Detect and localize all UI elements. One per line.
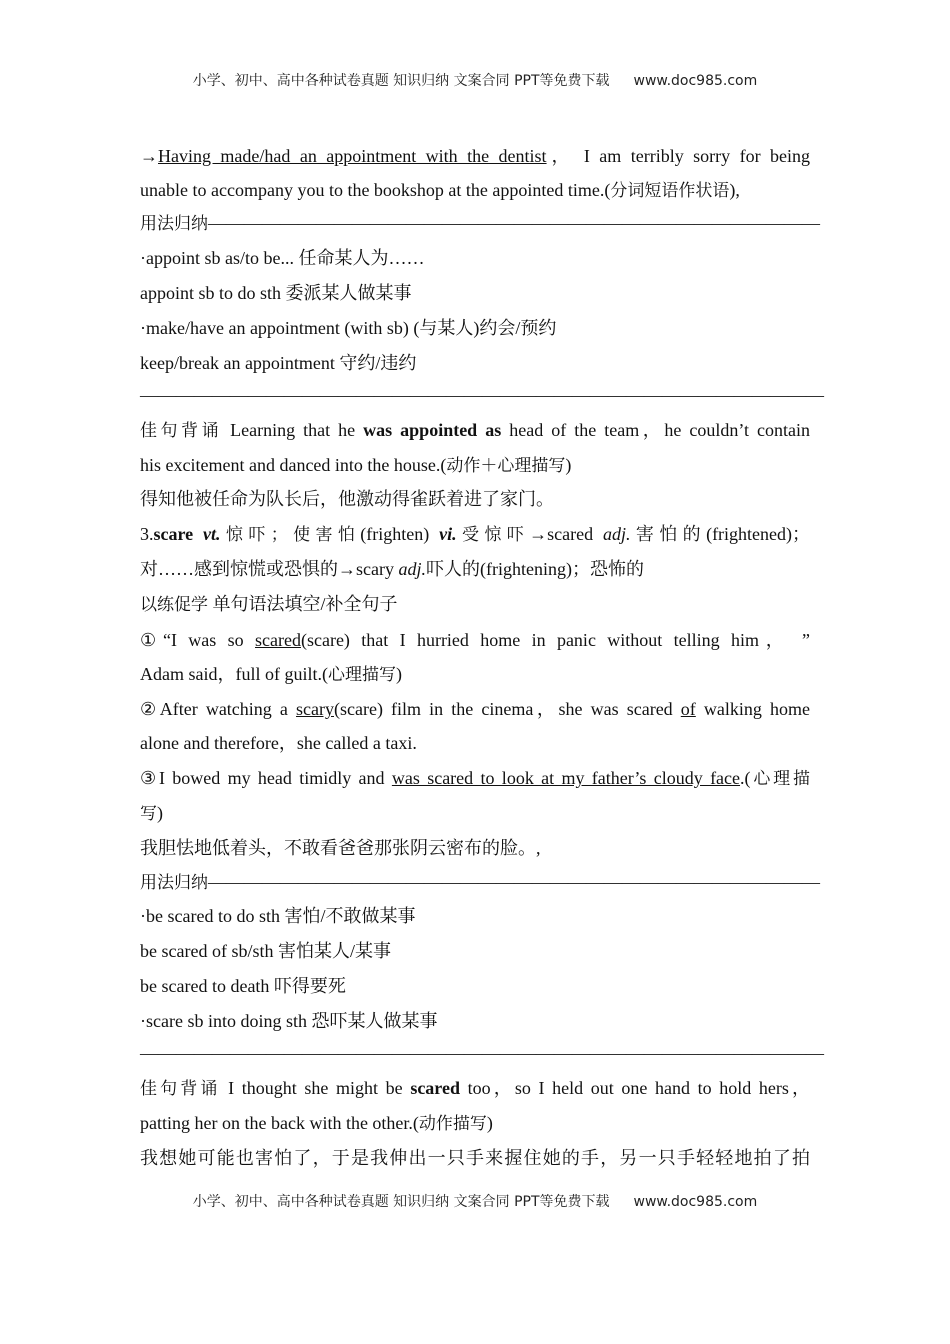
text-segment: 动作描写 [418, 1114, 487, 1134]
text-segment: ) [395, 664, 402, 684]
text-line [140, 1041, 824, 1065]
text-segment: 以练促学 [140, 595, 208, 615]
text-segment: 受惊吓 [456, 525, 530, 545]
answer-text: of [680, 699, 696, 719]
text-segment: alone and therefore，she called a taxi. [140, 733, 417, 753]
text-segment: ·make/have an appointment (with sb) (与某人)约会/预约 [140, 318, 557, 338]
text-line [140, 211, 820, 236]
text-segment: be scared of sb/sth 害怕某人/某事 [140, 941, 391, 961]
text-segment: vi. [439, 524, 457, 544]
text-segment: →scared [529, 524, 604, 544]
header-text: 小学、初中、高中各种试卷真题 知识归纳 文案合同 PPT等免费下载 [192, 73, 610, 89]
page-footer [0, 1191, 950, 1211]
text-segment: 我胆怯地低着头，不敢看爸爸那张阴云密布的脸。, [140, 838, 541, 858]
text-line [140, 487, 810, 511]
answer-text: scared [255, 630, 301, 650]
text-line [140, 1146, 810, 1170]
text-segment: 写 [140, 804, 157, 824]
text-segment: keep/break an appointment 守约/违约 [140, 353, 417, 373]
text-line [140, 178, 810, 203]
text-segment: —————————————————————————————————————— [140, 1043, 824, 1063]
text-segment: 心理描写 [327, 665, 396, 685]
text-segment: 分词短语作状语 [610, 181, 730, 201]
text-line [140, 453, 810, 478]
text-segment: (frighten) [360, 524, 440, 544]
text-segment: Adam said，full of guilt.( [140, 664, 328, 684]
text-segment: → [140, 146, 158, 166]
text-line [140, 1009, 810, 1033]
text-line [140, 246, 810, 270]
text-segment: 佳句背诵 [140, 421, 223, 441]
text-line [140, 144, 810, 168]
text-segment: 得知他被任命为队长后，他激动得雀跃着进了家门。 [140, 489, 554, 509]
text-segment: ) [157, 803, 163, 823]
answer-text: scary [296, 699, 334, 719]
text-segment: 害怕的(frightened)； [630, 524, 810, 544]
text-segment: ·be scared to do sth 害怕/不敢做某事 [140, 906, 416, 926]
text-line [140, 522, 810, 546]
text-line [140, 592, 810, 617]
text-segment: walking home [695, 699, 810, 719]
text-segment: ), [729, 180, 740, 200]
text-segment: his excitement and danced into the house.( [140, 455, 447, 475]
text-segment: patting her on the back with the other.( [140, 1113, 419, 1133]
header-url[interactable]: www.doc985.com [633, 73, 758, 89]
text-segment: 我想她可能也害怕了，于是我伸出一只手来握住她的手，另一只手轻轻地拍了拍 [140, 1148, 810, 1168]
text-line [140, 697, 810, 721]
text-line [140, 974, 810, 998]
text-line [140, 1076, 810, 1100]
text-segment: ·appoint sb as/to be... 任命某人为…… [140, 248, 425, 268]
text-segment: scare [153, 524, 204, 544]
text-line [140, 316, 810, 340]
text-segment: ③I bowed my head timidly and [140, 768, 392, 788]
text-segment: 单句语法填空/补全句子 [208, 594, 398, 614]
text-segment: 用法归纳 [140, 873, 208, 893]
text-line [140, 801, 810, 826]
text-line [140, 904, 810, 928]
text-segment: —————————————————————————————————— [208, 872, 820, 892]
text-segment: ·scare sb into doing sth 恐吓某人做某事 [140, 1011, 438, 1031]
answer-text: Having made/had an appointment with the dentist [158, 146, 547, 166]
text-segment: 3. [140, 524, 154, 544]
text-segment: was appointed as [363, 420, 502, 440]
text-segment: 佳句背诵 [140, 1079, 221, 1099]
text-line [140, 836, 810, 860]
text-segment: adj. [603, 524, 631, 544]
text-segment: head of the team，he couldn’t contain [501, 420, 810, 440]
text-segment: be scared to death 吓得要死 [140, 976, 346, 996]
answer-text: was scared to look at my father’s cloudy face [391, 768, 741, 788]
text-segment: 动作＋心理描写 [446, 456, 566, 476]
text-segment: ) [486, 1113, 493, 1133]
text-segment: 吓人的(frightening)；恐怖的 [426, 559, 644, 579]
text-segment: 心理描 [750, 769, 810, 789]
text-segment: I thought she might be [220, 1078, 411, 1098]
text-line [140, 418, 810, 442]
text-segment: —————————————————————————————————— [208, 213, 820, 233]
text-segment: ②After watching a [140, 699, 296, 719]
page-header [0, 70, 950, 90]
text-line [140, 662, 810, 687]
text-segment: 惊吓；使害怕 [220, 525, 361, 545]
text-segment: ) [565, 455, 572, 475]
text-line [140, 1111, 810, 1136]
text-line [140, 281, 810, 305]
text-line [140, 766, 810, 790]
footer-url[interactable]: www.doc985.com [633, 1194, 758, 1210]
text-line [140, 383, 824, 407]
text-segment: .( [740, 768, 751, 788]
text-segment: adj. [398, 559, 426, 579]
text-line [140, 628, 810, 652]
text-segment: 用法归纳 [140, 214, 208, 234]
text-segment: vt. [203, 524, 221, 544]
text-line [140, 939, 810, 963]
footer-text: 小学、初中、高中各种试卷真题 知识归纳 文案合同 PPT等免费下载 [192, 1194, 610, 1210]
text-line [140, 351, 810, 375]
text-line [140, 870, 820, 895]
text-segment: ， I am terribly sorry for being [546, 146, 810, 166]
text-segment: appoint sb to do sth 委派某人做某事 [140, 283, 412, 303]
text-segment: (scare) film in the cinema，she was scared [333, 699, 681, 719]
text-segment: (scare) that I hurried home in panic without telling him， ” [300, 630, 810, 650]
text-segment: ①“I was so [140, 630, 255, 650]
text-segment: 对……感到惊慌或恐惧的→scary [140, 559, 399, 579]
text-segment: —————————————————————————————————————— [140, 385, 824, 405]
text-line [140, 557, 810, 581]
text-line [140, 731, 810, 755]
text-segment: too，so I held out one hand to hold hers， [459, 1078, 810, 1098]
text-segment: unable to accompany you to the bookshop at the appointed time.( [140, 180, 611, 200]
text-segment: Learning that he [222, 420, 364, 440]
text-segment: scared [410, 1078, 460, 1098]
